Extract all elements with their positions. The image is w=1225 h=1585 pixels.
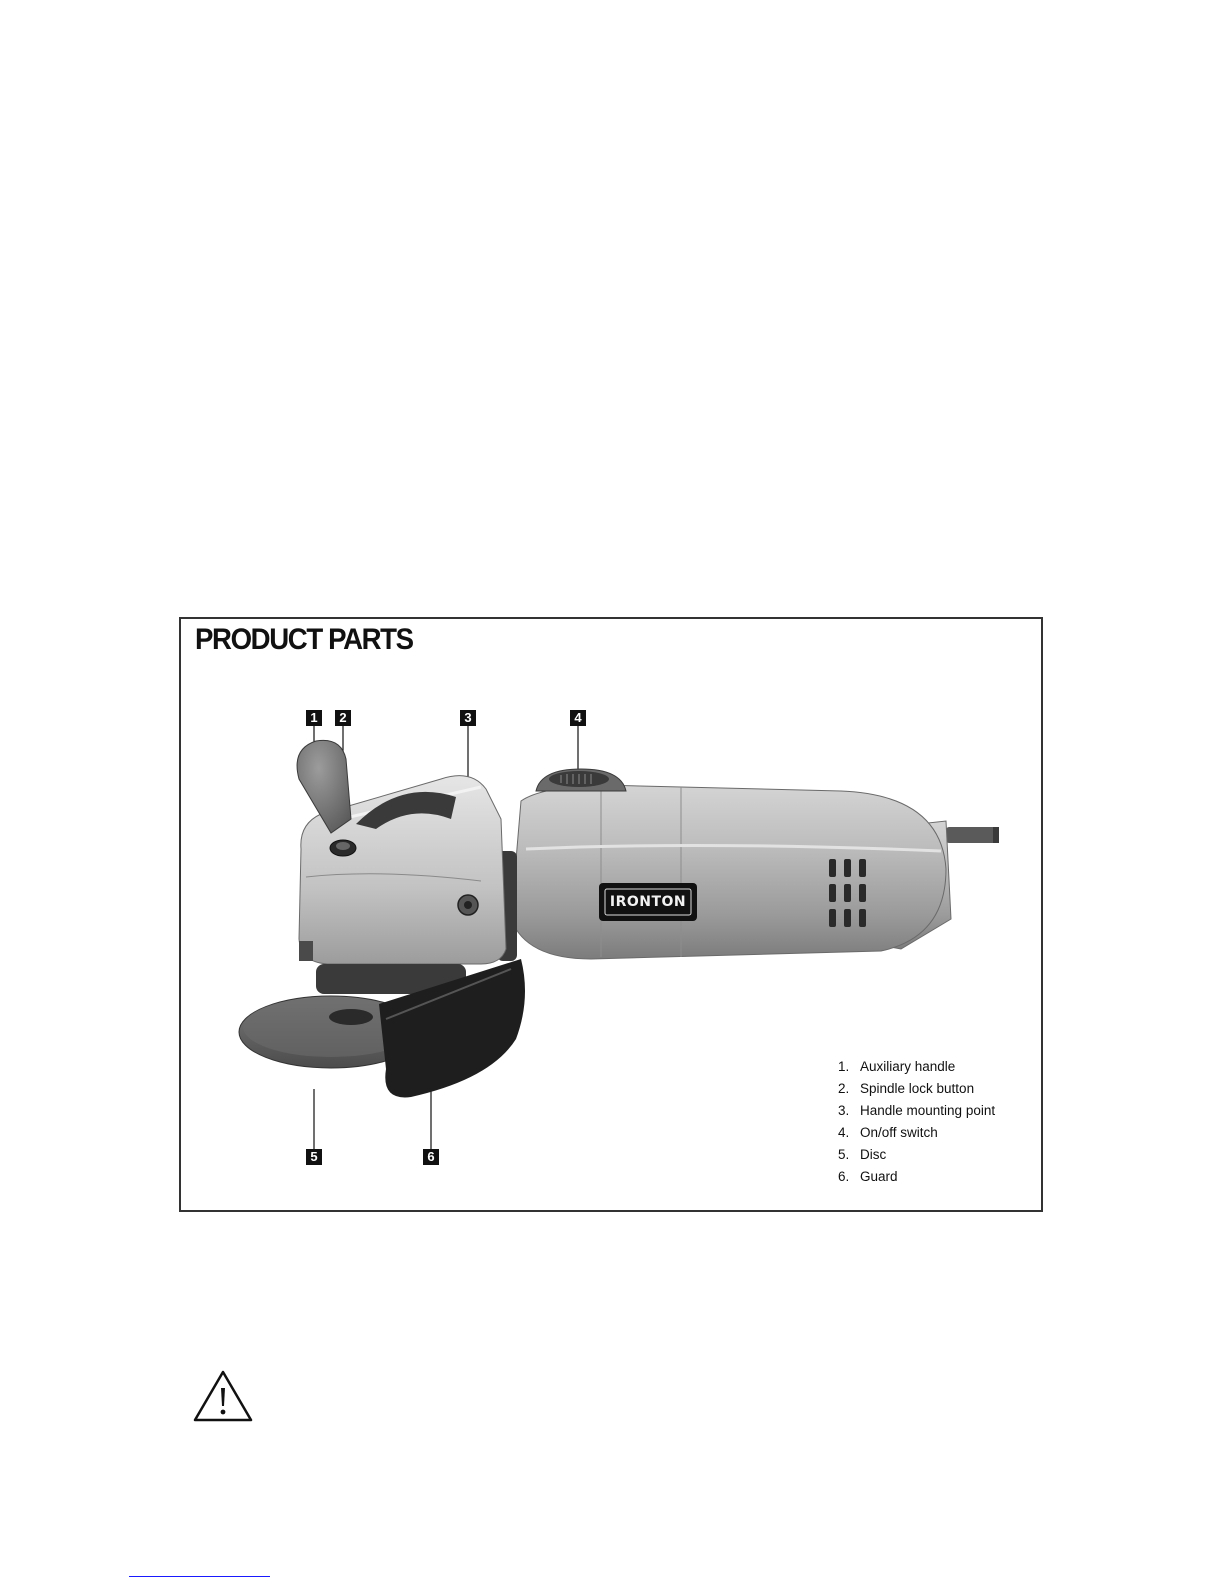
parts-list-item: 2. Spindle lock button <box>838 1081 975 1096</box>
callout-3: 3 <box>460 710 476 726</box>
parts-list-item: 1. Auxiliary handle <box>838 1059 956 1074</box>
product-parts-panel <box>179 617 1043 1212</box>
callout-2: 2 <box>335 710 351 726</box>
parts-list-item: 5. Disc <box>838 1147 887 1162</box>
callout-6: 6 <box>423 1149 439 1165</box>
part-name: Disc <box>860 1147 887 1162</box>
callout-5: 5 <box>306 1149 322 1165</box>
part-name: Spindle lock button <box>860 1081 975 1096</box>
brand-badge: IRONTON <box>609 894 687 910</box>
part-name: On/off switch <box>860 1125 938 1140</box>
part-name: Guard <box>860 1169 898 1184</box>
part-name: Auxiliary handle <box>860 1059 956 1074</box>
parts-list <box>838 1056 995 1188</box>
callout-1: 1 <box>306 710 322 726</box>
warning-triangle-icon <box>191 1368 255 1424</box>
parts-list-item: 4. On/off switch <box>838 1125 938 1140</box>
callout-4: 4 <box>570 710 586 726</box>
section-title: PRODUCT PARTS <box>195 623 413 656</box>
footnote-separator <box>129 1576 270 1577</box>
part-name: Handle mounting point <box>860 1103 996 1118</box>
parts-list-item: 6. Guard <box>838 1169 898 1184</box>
parts-list-item: 3. Handle mounting point <box>838 1103 996 1118</box>
